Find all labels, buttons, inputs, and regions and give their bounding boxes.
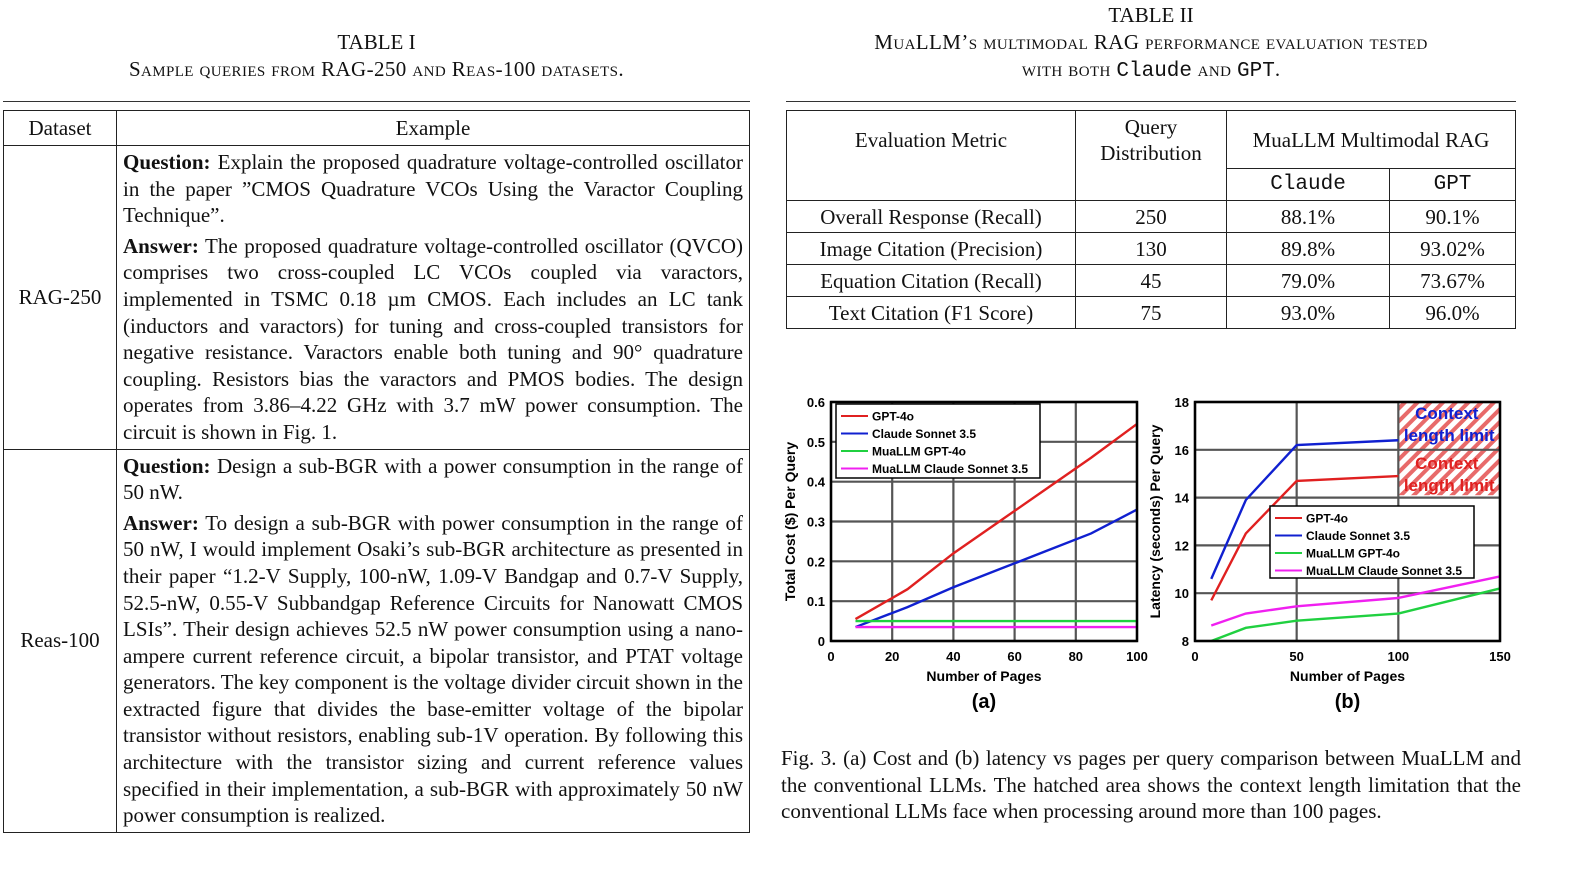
- table2-header-row: [787, 111, 1516, 169]
- chart-a-xlabel: Number of Pages: [926, 668, 1042, 684]
- chart-a-legend: [836, 404, 1040, 478]
- x-tick-label: 80: [1068, 649, 1084, 664]
- claude-cell: 88.1%: [1227, 201, 1390, 233]
- table-row: [4, 449, 750, 832]
- y-tick-label: 14: [1174, 490, 1189, 506]
- table2-caption-claude: Claude: [1116, 60, 1193, 83]
- table-row: [787, 265, 1516, 297]
- table2-header-gpt: GPT: [1390, 169, 1516, 201]
- table1-header-example: Example: [117, 111, 750, 146]
- claude-cell: 89.8%: [1227, 233, 1390, 265]
- answer-paragraph: [123, 510, 743, 829]
- legend-label: GPT-4o: [872, 409, 915, 424]
- table2-caption-gpt: GPT: [1237, 60, 1275, 83]
- legend-label: MuaLLM Claude Sonnet 3.5: [872, 462, 1029, 476]
- context-label-red-line2: length limit: [1403, 476, 1495, 495]
- series-line-claude-sonnet-3-5: [855, 510, 1137, 628]
- table2-header-group: MuaLLM Multimodal RAG: [1227, 111, 1516, 169]
- question-label: Question:: [123, 453, 211, 478]
- example-cell: [117, 146, 750, 450]
- table-row: [4, 146, 750, 450]
- dataset-cell: Reas-100: [4, 449, 117, 832]
- y-tick-label: 18: [1174, 395, 1189, 410]
- claude-cell: 93.0%: [1227, 297, 1390, 329]
- legend-label: Claude Sonnet 3.5: [872, 427, 977, 441]
- table2: [786, 110, 1516, 329]
- context-label-blue-line1: Context: [1415, 404, 1479, 423]
- question-text: Design a sub-BGR with a power consumption in the range of 50 nW.: [123, 453, 743, 505]
- table-row: [787, 201, 1516, 233]
- table-row: [787, 297, 1516, 329]
- answer-label: Answer:: [123, 233, 199, 258]
- x-tick-label: 150: [1489, 649, 1511, 664]
- table2-header-metric: Evaluation Metric: [787, 111, 1076, 201]
- table2-header-claude: Claude: [1227, 169, 1390, 201]
- query-cell: 45: [1076, 265, 1227, 297]
- table1-caption: Sample queries from RAG-250 and Reas-100 datasets.: [128, 57, 625, 81]
- y-tick-label: 12: [1174, 538, 1189, 554]
- table2-caption-block: [786, 2, 1516, 85]
- answer-label: Answer:: [123, 510, 199, 535]
- gpt-cell: 96.0%: [1390, 297, 1516, 329]
- answer-text: To design a sub-BGR with power consumption in the range of 50 nW, I would implement Osaki’s sub-BGR architecture as presented in their paper “1.2-V Supply, 100-nW, 1.09-V Bandgap and 0.7-V Supply, 52.5-nW, 0.55-V Subbandgap Reference Circuits for Nanowatt CMOS LSIs”. Their design achieves 52.5 nW power consumption using a nano-ampere current reference circuit, a bipolar transistor, and PTAT voltage generators. The key component is the voltage divider circuit shown in the extracted figure that divides the base-emitter voltage of the bipolar transistor without resistors, enabling sub-1V operation. By following this architecture with the transistor sizing and current reference values specified in their implementation, a sub-BGR with approximately 50 nW power consumption is realized.: [123, 510, 743, 828]
- figure-3: [780, 388, 1540, 728]
- table1-label: TABLE I: [337, 30, 416, 54]
- chart-b-sublabel: (b): [1334, 691, 1361, 713]
- dataset-cell: RAG-250: [4, 146, 117, 450]
- metric-cell: Overall Response (Recall): [787, 201, 1076, 233]
- legend-label: MuaLLM GPT-4o: [1306, 546, 1400, 561]
- gpt-cell: 90.1%: [1390, 201, 1516, 233]
- y-tick-label: 0.4: [806, 474, 825, 490]
- y-tick-label: 8: [1181, 634, 1189, 649]
- table2-label: TABLE II: [1108, 3, 1194, 27]
- context-label-red-line1: Context: [1415, 454, 1479, 473]
- chart-b: [1147, 395, 1511, 713]
- table2-caption-and: and: [1192, 57, 1238, 81]
- answer-paragraph: [123, 233, 743, 446]
- table2-top-rule: [786, 101, 1516, 102]
- y-tick-label: 16: [1174, 442, 1189, 458]
- legend-label: GPT-4o: [1306, 511, 1349, 526]
- y-tick-label: 0: [817, 634, 825, 649]
- series-line-muallm-claude-sonnet-3-5: [1211, 576, 1500, 625]
- x-tick-label: 100: [1387, 649, 1410, 664]
- x-tick-label: 100: [1126, 649, 1148, 664]
- y-tick-label: 0.2: [806, 554, 825, 570]
- question-paragraph: [123, 453, 743, 506]
- table2-caption-with: with both: [1021, 57, 1117, 81]
- chart-b-xlabel: Number of Pages: [1289, 668, 1406, 684]
- table1-header-dataset: Dataset: [4, 111, 117, 146]
- answer-text: The proposed quadrature voltage-controlled oscillator (QVCO) comprises two cross-coupled LC VCOs coupled via varactors, implemented in TSMC 0.18 µm CMOS. Each includes an LC tank (inductors and varactors) for tuning and cross-coupled transistors for negative resistance. Varactors enable both tuning and 90° quadrature coupling. Resistors bias the varactors and PMOS bodies. The design operates from 3.86–4.22 GHz with 3.7 mW power consumption. The circuit is shown in Fig. 1.: [123, 233, 743, 444]
- y-tick-label: 10: [1174, 586, 1189, 602]
- metric-cell: Image Citation (Precision): [787, 233, 1076, 265]
- y-tick-label: 0.3: [806, 514, 825, 530]
- x-tick-label: 0: [1191, 649, 1199, 664]
- query-cell: 75: [1076, 297, 1227, 329]
- y-tick-label: 0.6: [806, 395, 825, 410]
- table-row: [787, 233, 1516, 265]
- series-line-muallm-gpt-4o: [1211, 588, 1500, 641]
- table2-caption-end: .: [1274, 57, 1281, 81]
- chart-b-legend: [1270, 506, 1474, 578]
- table2-caption-line1: MuaLLM’s multimodal RAG performance evaluation tested: [874, 30, 1428, 54]
- metric-cell: Equation Citation (Recall): [787, 265, 1076, 297]
- gpt-cell: 93.02%: [1390, 233, 1516, 265]
- context-label-blue-line2: length limit: [1403, 426, 1495, 445]
- question-paragraph: [123, 149, 743, 229]
- chart-b-ylabel: Latency (seconds) Per Query: [1147, 424, 1163, 619]
- x-tick-label: 0: [827, 649, 835, 664]
- table2-header-query: Query Distribution: [1076, 111, 1227, 201]
- question-text: Explain the proposed quadrature voltage-controlled oscillator in the paper ”CMOS Quadrature VCOs Using the Varactor Coupling Technique”.: [123, 150, 743, 228]
- chart-a-sublabel: (a): [971, 691, 997, 713]
- legend-label: MuaLLM GPT-4o: [872, 444, 966, 459]
- y-tick-label: 0.5: [806, 434, 825, 450]
- legend-label: MuaLLM Claude Sonnet 3.5: [1306, 564, 1463, 578]
- example-cell: [117, 449, 750, 832]
- table1-caption-block: [3, 29, 750, 83]
- x-tick-label: 40: [946, 649, 961, 664]
- x-tick-label: 60: [1007, 649, 1022, 664]
- table1-header-row: [4, 111, 750, 146]
- gpt-cell: 73.67%: [1390, 265, 1516, 297]
- y-tick-label: 0.1: [806, 594, 825, 610]
- table1: [3, 110, 750, 833]
- query-cell: 130: [1076, 233, 1227, 265]
- x-tick-label: 20: [884, 649, 900, 664]
- metric-cell: Text Citation (F1 Score): [787, 297, 1076, 329]
- x-tick-label: 50: [1289, 649, 1304, 664]
- question-label: Question:: [123, 150, 211, 174]
- chart-a: [782, 395, 1148, 713]
- legend-label: Claude Sonnet 3.5: [1306, 529, 1411, 543]
- table1-top-rule: [3, 101, 750, 102]
- chart-a-ylabel: Total Cost ($) Per Query: [782, 441, 798, 602]
- claude-cell: 79.0%: [1227, 265, 1390, 297]
- query-cell: 250: [1076, 201, 1227, 233]
- figure-caption: Fig. 3. (a) Cost and (b) latency vs pages per query comparison between MuaLLM and the conventional LLMs. The hatched area shows the context length limitation that the conventional LLMs face when processing around more than 100 pages.: [781, 746, 1521, 823]
- table2-caption-line2: [786, 56, 1516, 85]
